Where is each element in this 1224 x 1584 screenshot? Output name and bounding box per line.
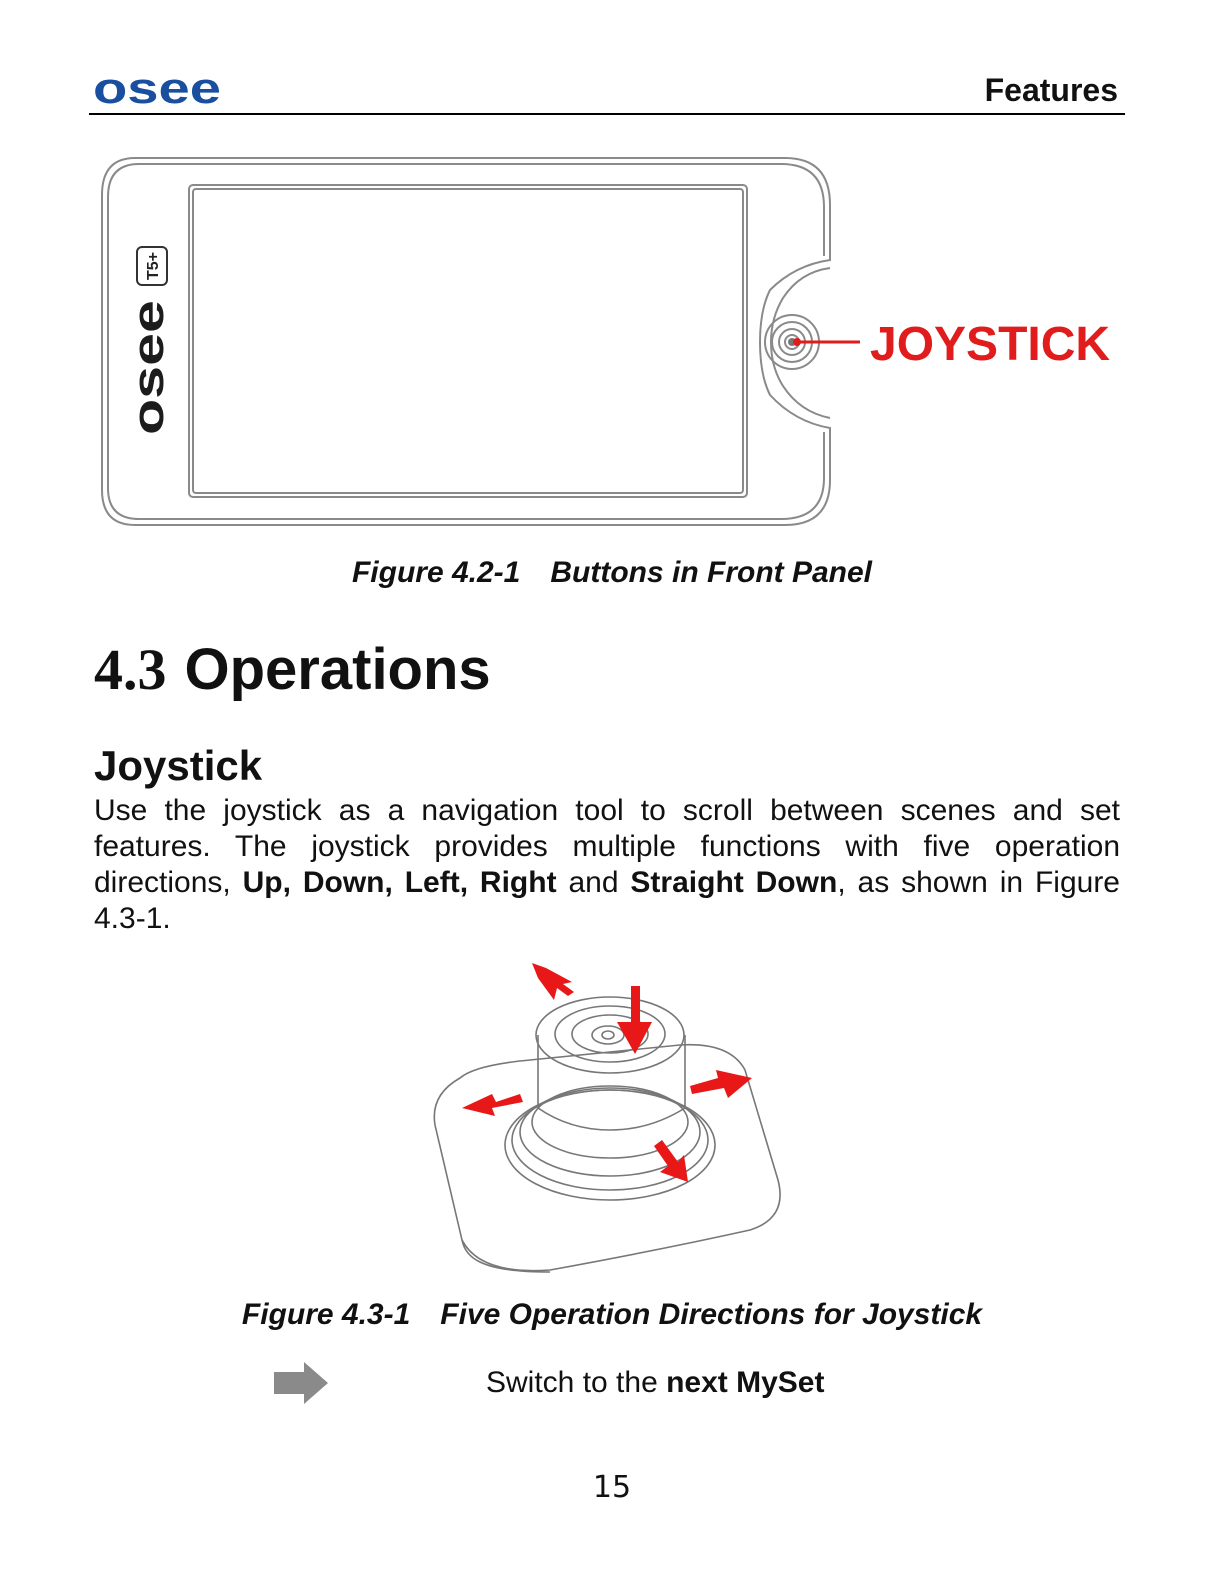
figure-caption-text: Buttons in Front Panel [550,556,873,589]
device-screen [189,185,747,497]
figure-caption-number: Figure 4.3-1 [241,1298,411,1331]
subsection-heading: Joystick [94,742,263,789]
action-description: Switch to the next MySet [486,1366,825,1399]
section-number: 4.3 [94,637,167,702]
section-title: Operations [184,637,491,702]
device-body [102,158,830,525]
page-number: 15 [592,1470,632,1505]
device-logo: osee [124,334,173,435]
header-divider [89,113,1125,115]
front-panel-figure [95,150,1135,535]
right-arrow-icon [690,1070,752,1098]
left-arrow-icon [462,1094,523,1116]
osee-logo [93,70,221,108]
section-heading [94,636,491,703]
up-arrow-icon [532,963,574,1000]
down-arrow-icon [654,1140,688,1182]
figure-caption-text: Five Operation Directions for Joystick [440,1298,983,1331]
body-paragraph: Use the joystick as a navigation tool to scroll between scenes and set features. The joystick provides multiple functions with five operation directions, Up, Down, Left, Right and Straight Down, as shown in Figure 4.3-1. [94,794,1120,935]
joystick-callout-label: JOYSTICK [870,318,1111,371]
joystick-figure [420,950,800,1280]
device-model-label: T5+ [145,251,162,280]
figure-caption [0,556,1224,590]
figure-caption [0,1298,1224,1332]
figure-caption-number: Figure 4.2-1 [351,556,521,589]
logo-text: osee [93,70,221,108]
right-arrow-icon [272,1360,332,1406]
straight-down-arrow-icon [617,986,652,1054]
header-title: Features [984,72,1118,108]
